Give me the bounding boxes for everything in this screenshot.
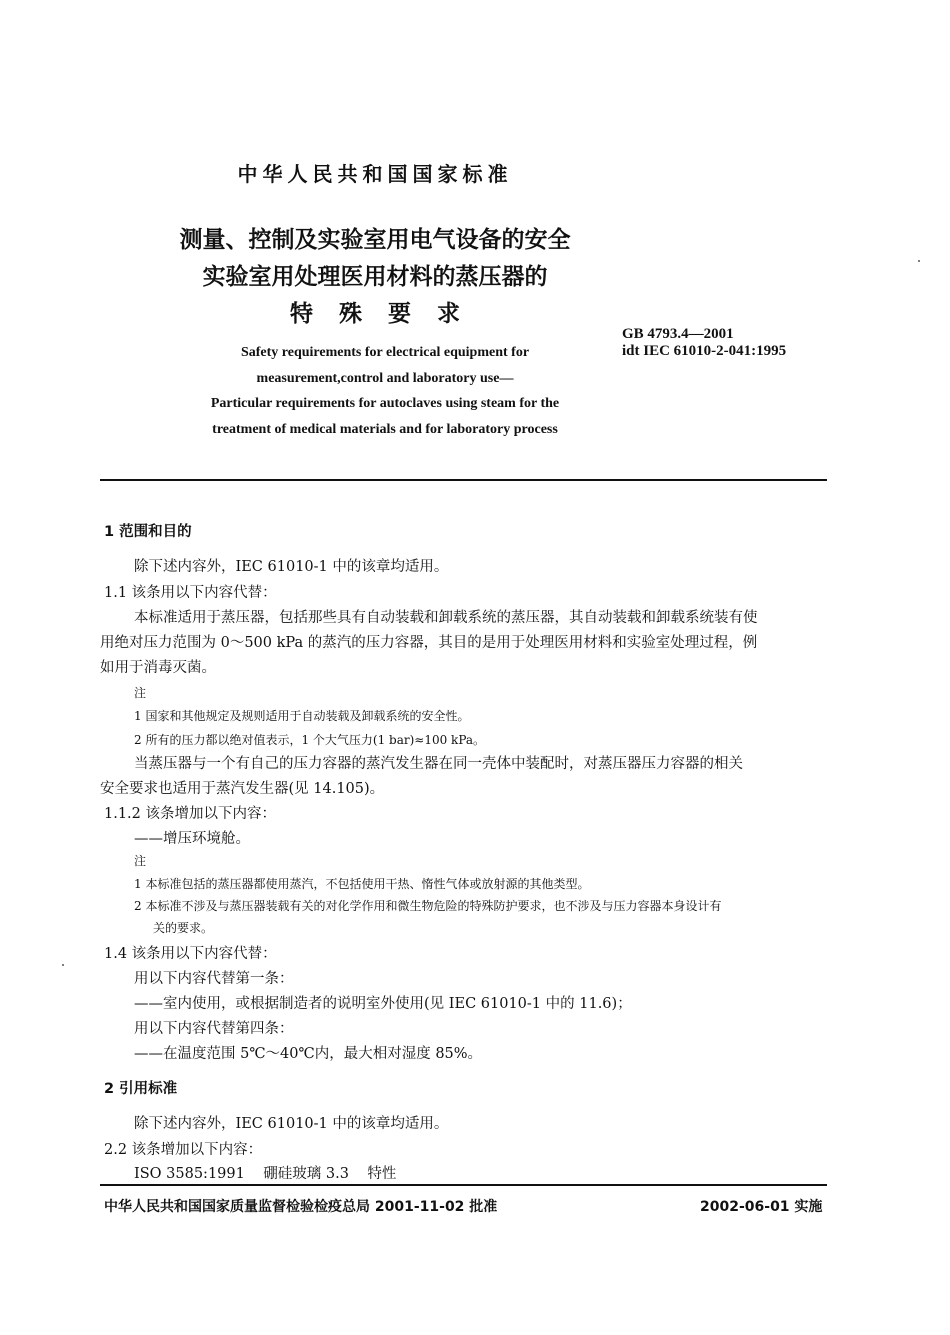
english-title-line: treatment of medical materials and for laboratory process [212, 421, 558, 437]
gb-code: GB 4793.4—2001 [622, 326, 734, 342]
clause-1-1-paragraph-line: 如用于消毒灭菌。 [100, 660, 216, 676]
clause-2-2-heading: 2.2 该条增加以下内容： [104, 1142, 263, 1158]
approval-statement: 中华人民共和国国家质量监督检验检疫总局 2001-11-02 批准 [104, 1199, 498, 1215]
clause-1-4-line: ——室内使用，或根据制造者的说明室外使用(见 IEC 61010-1 中的 11.6)； [134, 996, 632, 1012]
title-line-1: 测量、控制及实验室用电气设备的安全 [179, 227, 571, 253]
note-label: 注 [134, 686, 147, 700]
clause-1-4-line: 用以下内容代替第一条： [134, 971, 294, 987]
note-item: 2 本标准不涉及与蒸压器装载有关的对化学作用和微生物危险的特殊防护要求，也不涉及与压力容器本身设计有 [134, 899, 722, 913]
english-title-line: measurement,control and laboratory use— [256, 370, 514, 386]
title-line-2: 实验室用处理医用材料的蒸压器的 [202, 264, 548, 290]
section-2-text: 除下述内容外，IEC 61010-1 中的该章均适用。 [134, 1116, 449, 1132]
clause-1-1-2-item: ——增压环境舱。 [134, 831, 250, 847]
effective-date: 2002-06-01 实施 [700, 1199, 823, 1215]
footer-divider [100, 1184, 827, 1186]
section-2-heading: 2 引用标准 [104, 1081, 178, 1097]
english-title-line: Particular requirements for autoclaves using steam for the [210, 396, 560, 411]
scan-speck [62, 964, 64, 966]
idt-code: idt IEC 61010-2-041:1995 [622, 343, 787, 359]
note-label: 注 [134, 854, 147, 868]
clause-1-1-heading: 1.1 该条用以下内容代替： [104, 585, 277, 601]
note-item: 2 所有的压力都以绝对值表示，1 个大气压力(1 bar)≈100 kPa。 [134, 733, 486, 747]
clause-2-2-reference: ISO 3585:1991 硼硅玻璃 3.3 特性 [134, 1166, 397, 1182]
clause-1-1-paragraph2-line: 当蒸压器与一个有自己的压力容器的蒸汽发生器在同一壳体中装配时，对蒸压器压力容器的相关 [134, 756, 743, 772]
header-divider [100, 479, 827, 481]
note-item: 1 国家和其他规定及规则适用于自动装载及卸载系统的安全性。 [134, 709, 470, 723]
note-item-continued: 关的要求。 [153, 921, 214, 935]
clause-1-4-line: 用以下内容代替第四条： [134, 1021, 294, 1037]
english-title [100, 340, 670, 442]
note-item: 1 本标准包括的蒸压器都使用蒸汽，不包括使用干热、惰性气体或放射源的其他类型。 [134, 877, 590, 891]
clause-1-1-paragraph-line: 用绝对压力范围为 0～500 kPa 的蒸汽的压力容器，其目的是用于处理医用材料和实验室处理过程，例 [100, 635, 758, 651]
title-line-3: 特殊要求 [290, 301, 486, 327]
clause-1-1-2-heading: 1.1.2 该条增加以下内容： [104, 806, 277, 822]
clause-1-4-heading: 1.4 该条用以下内容代替： [104, 946, 277, 962]
clause-1-4-line: ——在温度范围 5℃～40℃内，最大相对湿度 85%。 [134, 1046, 483, 1062]
section-1-text: 除下述内容外，IEC 61010-1 中的该章均适用。 [134, 559, 449, 575]
national-standard-heading: 中华人民共和国国家标准 [237, 162, 513, 186]
scan-speck [918, 260, 920, 262]
english-title-line: Safety requirements for electrical equipment for [240, 345, 530, 360]
clause-1-1-paragraph-line: 本标准适用于蒸压器，包括那些具有自动装载和卸载系统的蒸压器，其自动装载和卸载系统装有使 [134, 610, 758, 626]
clause-1-1-paragraph2-line: 安全要求也适用于蒸汽发生器(见 14.105)。 [100, 781, 385, 797]
section-1-heading: 1 范围和目的 [104, 524, 192, 540]
chinese-title [0, 222, 750, 333]
